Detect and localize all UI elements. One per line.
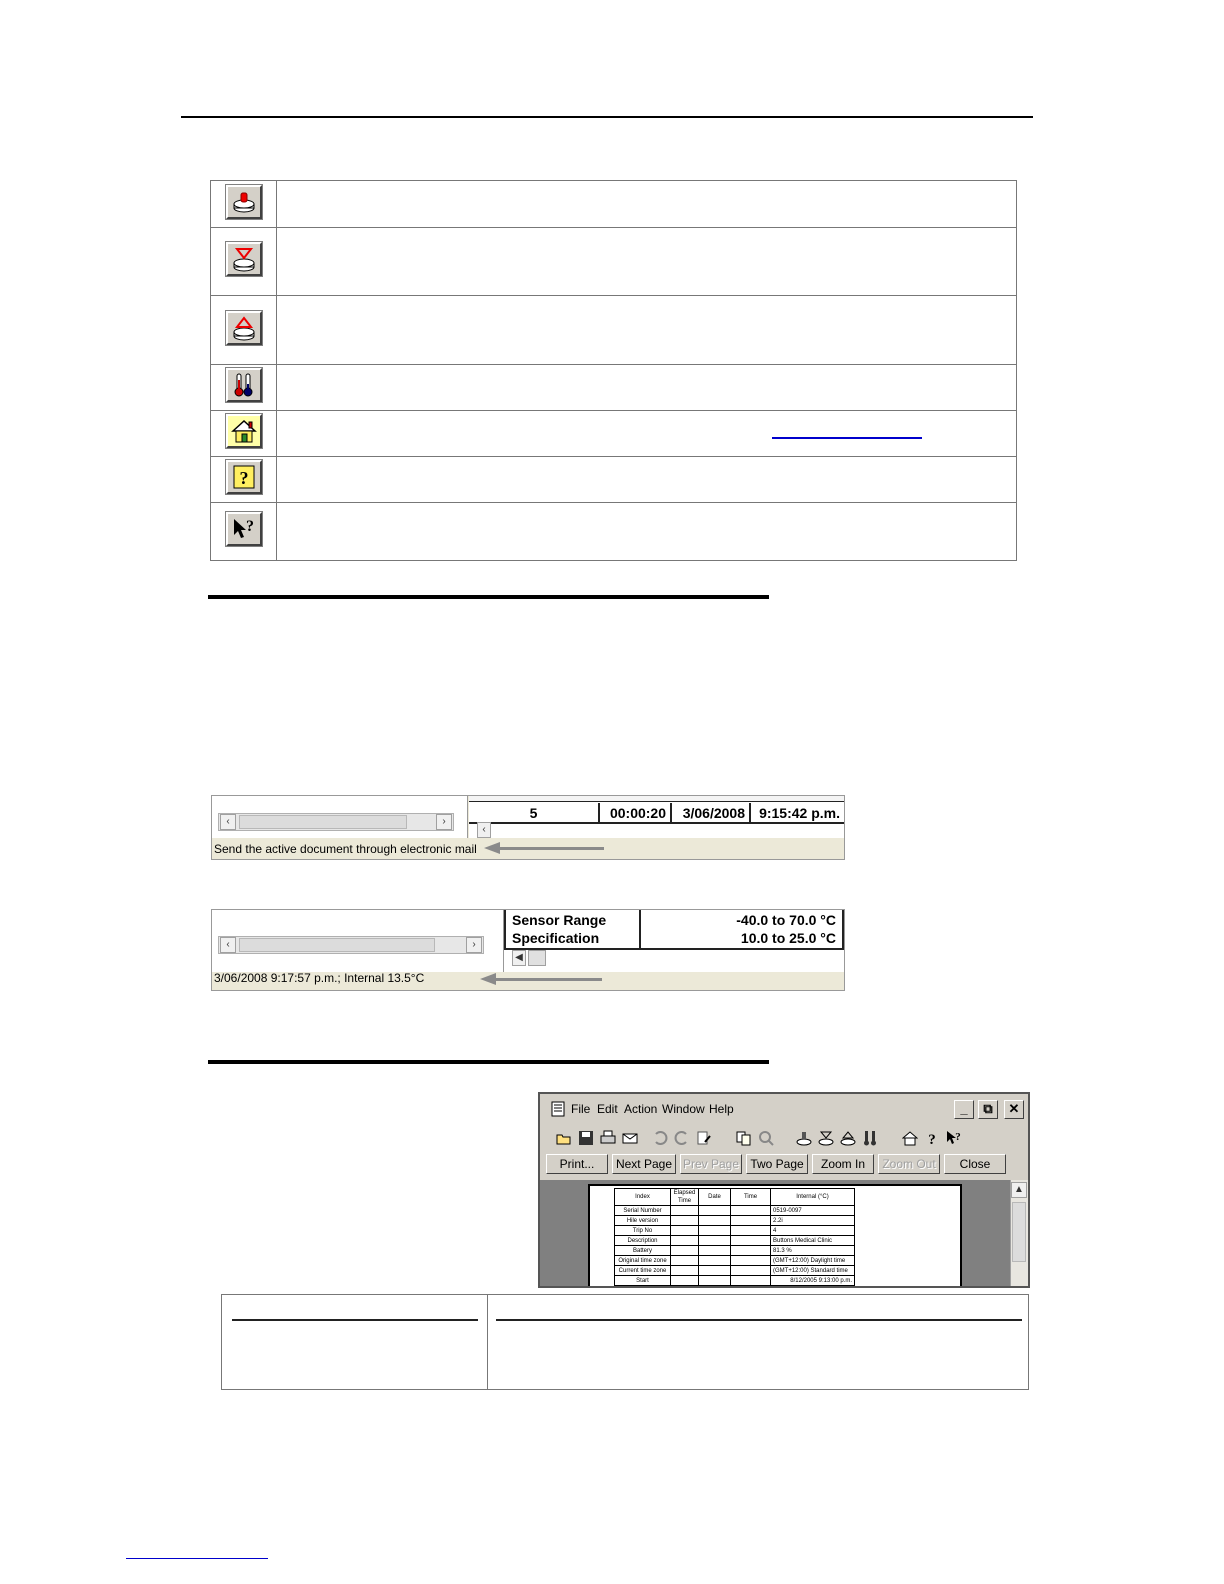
print-preview-window	[538, 1092, 1030, 1288]
horizontal-scrollbar[interactable]	[218, 936, 484, 954]
preview-canvas	[540, 1180, 1010, 1288]
retrieve-logger-icon	[226, 242, 262, 276]
home-icon	[226, 414, 262, 448]
report-header: Internal (°C)	[771, 1189, 855, 1206]
property-label: Specification	[504, 928, 641, 950]
help-icon[interactable]	[924, 1130, 940, 1146]
vertical-scrollbar[interactable]	[1010, 1180, 1028, 1288]
toolbar-icon-table	[210, 180, 1017, 561]
scroll-thumb[interactable]	[239, 815, 407, 829]
print-icon[interactable]	[600, 1130, 616, 1146]
menu-action[interactable]: Action	[624, 1102, 658, 1116]
menu-window[interactable]: Window	[662, 1102, 705, 1116]
app-icon	[550, 1101, 566, 1117]
scroll-left-button[interactable]: ‹	[220, 937, 236, 953]
undo-icon[interactable]	[652, 1130, 668, 1146]
data-grid	[469, 796, 845, 838]
home-icon[interactable]	[902, 1130, 918, 1146]
save-icon[interactable]	[578, 1130, 594, 1146]
report-value: 2.2i	[771, 1216, 855, 1226]
copy-icon[interactable]	[736, 1130, 752, 1146]
horizontal-scrollbar[interactable]	[218, 813, 454, 831]
grid-scroll-left-button[interactable]: ‹	[477, 822, 491, 838]
grid-cell-index: 5	[469, 803, 600, 823]
report-value: 81.3 %	[771, 1246, 855, 1256]
report-value: 8/12/2005 9:13:00 p.m.	[771, 1276, 855, 1286]
main-toolbar	[540, 1126, 1028, 1152]
inline-link-underline[interactable]	[772, 437, 922, 439]
report-header: Time	[731, 1189, 771, 1206]
report-label: Battery	[615, 1246, 671, 1256]
whats-this-help-icon[interactable]	[946, 1130, 962, 1146]
svg-text:?: ?	[955, 1131, 961, 1143]
scroll-right-button[interactable]: ›	[436, 814, 452, 830]
minimize-button[interactable]: _	[954, 1100, 974, 1119]
scroll-thumb[interactable]	[239, 938, 435, 952]
restore-button[interactable]: ⧉	[978, 1100, 998, 1119]
property-value: -40.0 to 70.0 °C	[641, 910, 844, 931]
report-header: Date	[699, 1189, 731, 1206]
svg-text:?: ?	[245, 518, 254, 535]
status-bar-text: 3/06/2008 9:17:57 p.m.; Internal 13.5°C	[214, 971, 425, 985]
status-bar-screenshot-2	[211, 909, 845, 991]
report-label: Current time zone	[615, 1266, 671, 1276]
preview-button-bar	[540, 1152, 1028, 1178]
header-rule	[181, 116, 1033, 118]
svg-text:?: ?	[239, 468, 248, 488]
svg-text:?: ?	[928, 1132, 936, 1146]
grid-cell-elapsed: 00:00:20	[600, 803, 672, 823]
open-icon[interactable]	[556, 1130, 572, 1146]
prev-page-button[interactable]: Prev Page	[680, 1154, 742, 1174]
properties-grid	[504, 910, 845, 972]
zoom-in-button[interactable]: Zoom In	[812, 1154, 874, 1174]
status-bar-screenshot-1	[211, 795, 845, 860]
report-label: Original time zone	[615, 1256, 671, 1266]
status-bar-text: Send the active document through electronic mail	[214, 842, 477, 856]
download-logger-icon	[226, 185, 262, 219]
report-value: Buttons Medical Clinic	[771, 1236, 855, 1246]
report-label: Description	[615, 1236, 671, 1246]
email-icon[interactable]	[622, 1130, 638, 1146]
help-icon	[226, 460, 262, 494]
report-label: Trip No	[615, 1226, 671, 1236]
retrieve-logger-icon[interactable]	[818, 1130, 834, 1146]
report-value: 4	[771, 1226, 855, 1236]
property-label: Sensor Range	[504, 910, 641, 931]
thermometer-icon	[226, 368, 262, 402]
menu-edit[interactable]: Edit	[597, 1102, 618, 1116]
footer-link[interactable]	[126, 1558, 268, 1559]
grid-cell-time: 9:15:42 p.m.	[751, 803, 845, 823]
property-value: 10.0 to 25.0 °C	[641, 928, 844, 950]
close-button[interactable]: Close	[944, 1154, 1006, 1174]
header-underline	[496, 1319, 1022, 1321]
grid-scroll-left-button[interactable]: ◀	[512, 950, 526, 966]
next-page-button[interactable]: Next Page	[612, 1154, 676, 1174]
thermometer-icon[interactable]	[862, 1130, 878, 1146]
scroll-thumb[interactable]	[1012, 1202, 1026, 1262]
report-value: (GMT+12:00) Daylight time	[771, 1256, 855, 1266]
report-label: Hile version	[615, 1216, 671, 1226]
zoom-icon[interactable]	[758, 1130, 774, 1146]
close-window-button[interactable]: ✕	[1004, 1100, 1024, 1119]
section-rule	[208, 1060, 769, 1064]
report-header: Index	[615, 1189, 671, 1206]
report-header: Elapsed Time	[671, 1189, 699, 1206]
report-value: (GMT+12:00) Standard time	[771, 1266, 855, 1276]
whats-this-help-icon	[226, 512, 262, 546]
scroll-left-button[interactable]: ‹	[220, 814, 236, 830]
report-label: Serial Number	[615, 1206, 671, 1216]
report-value: 0519-0097	[771, 1206, 855, 1216]
grid-cell-date: 3/06/2008	[672, 803, 751, 823]
scroll-right-button[interactable]: ›	[466, 937, 482, 953]
menu-help[interactable]: Help	[709, 1102, 734, 1116]
report-page	[588, 1184, 962, 1288]
section-rule	[208, 595, 769, 599]
report-table	[614, 1188, 855, 1286]
report-label: Start	[615, 1276, 671, 1286]
scroll-up-button[interactable]: ▲	[1011, 1182, 1027, 1198]
upload-logger-icon	[226, 311, 262, 345]
edit-icon[interactable]	[696, 1130, 712, 1146]
bottom-table	[221, 1294, 1029, 1390]
menu-file[interactable]: File	[571, 1102, 591, 1116]
upload-logger-icon[interactable]	[840, 1130, 856, 1146]
header-underline	[232, 1319, 478, 1321]
print-button[interactable]: Print...	[546, 1154, 608, 1174]
zoom-out-button[interactable]: Zoom Out	[878, 1154, 940, 1174]
redo-icon[interactable]	[674, 1130, 690, 1146]
two-page-button[interactable]: Two Page	[746, 1154, 808, 1174]
menu-bar	[540, 1094, 1028, 1124]
download-logger-icon[interactable]	[796, 1130, 812, 1146]
